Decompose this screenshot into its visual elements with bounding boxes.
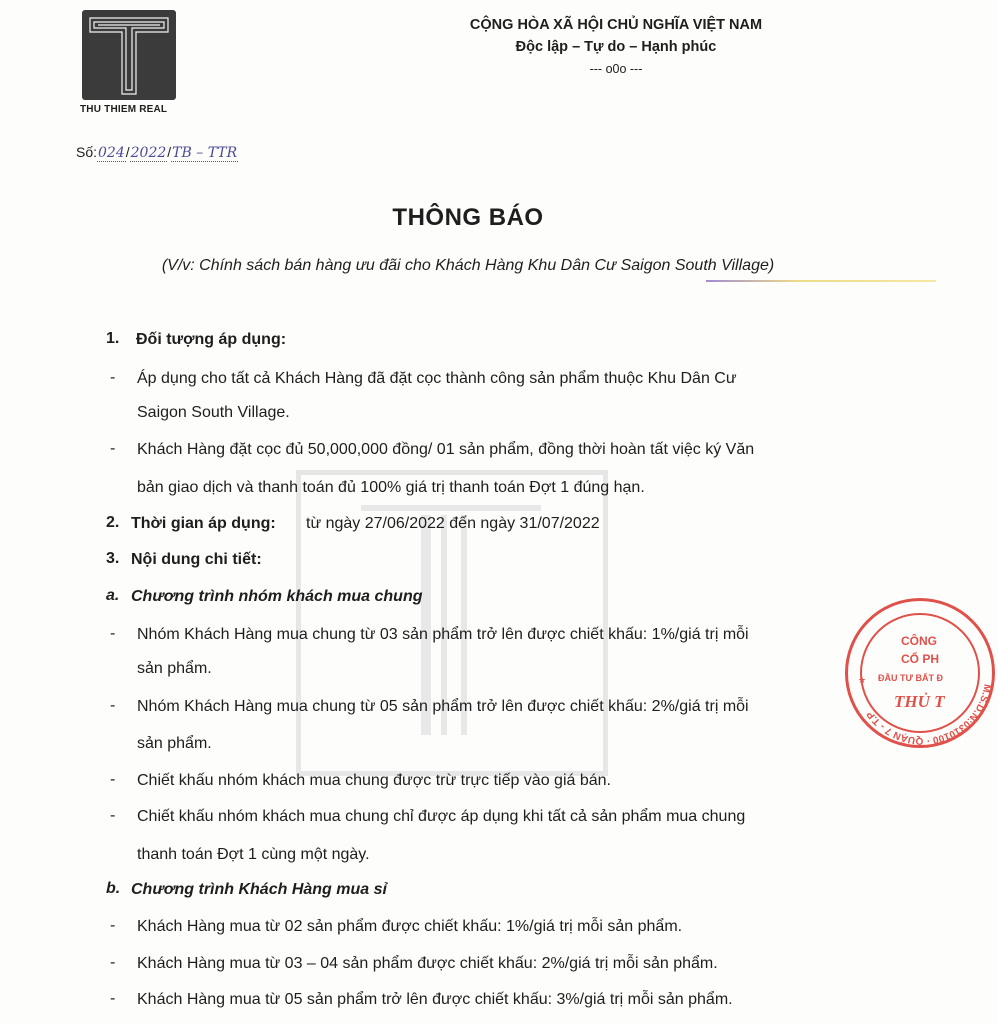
doc-number-label: Số:: [76, 144, 98, 160]
stamp-line-2: CỔ PH: [901, 652, 940, 666]
company-stamp: [845, 598, 995, 748]
section-2-number: 2.: [106, 514, 120, 531]
b-bullet-3-line-1: Khách Hàng mua từ 05 sản phẩm trở lên được chiết khấu: 3%/giá trị mỗi sản phẩm.: [137, 991, 733, 1008]
stamp-line-3: ĐẦU TƯ BẤT Đ: [878, 673, 943, 683]
b-bullet-1-line-1: Khách Hàng mua từ 02 sản phẩm được chiết khấu: 1%/giá trị mỗi sản phẩm.: [137, 918, 683, 935]
bullet-dash: -: [110, 954, 116, 971]
section-3-number: 3.: [106, 550, 120, 567]
section-1-number: 1.: [106, 330, 120, 347]
subsection-a-heading: Chương trình nhóm khách mua chung: [131, 588, 423, 605]
doc-number-slash-1: /: [125, 144, 130, 160]
stamp-star-icon: ★: [858, 675, 867, 685]
subsection-b-heading: Chương trình Khách Hàng mua sỉ: [131, 881, 387, 898]
doc-number-slash-2: /: [167, 144, 172, 160]
a-bullet-2-line-2: sản phẩm.: [137, 735, 212, 752]
bullet-dash: -: [110, 369, 116, 386]
s1-bullet-2-line-1: Khách Hàng đặt cọc đủ 50,000,000 đồng/ 01 sản phẩm, đồng thời hoàn tất việc ký Văn: [137, 441, 755, 458]
page-title: THÔNG BÁO: [392, 204, 544, 231]
a-bullet-4-line-2: thanh toán Đợt 1 cùng một ngày.: [137, 846, 370, 863]
bullet-dash: -: [110, 990, 116, 1007]
subsection-b-label: b.: [106, 880, 121, 897]
bullet-dash: -: [110, 625, 116, 642]
section-2-heading: Thời gian áp dụng:: [131, 515, 276, 532]
section-2-value: từ ngày 27/06/2022 đến ngày 31/07/2022: [306, 515, 600, 532]
country-name: CỘNG HÒA XÃ HỘI CHỦ NGHĨA VIỆT NAM: [469, 17, 763, 33]
s1-bullet-2-line-2: bản giao dịch và thanh toán đủ 100% giá trị thanh toán Đợt 1 đúng hạn.: [137, 479, 645, 496]
a-bullet-1-line-1: Nhóm Khách Hàng mua chung từ 03 sản phẩm trở lên được chiết khấu: 1%/giá trị mỗi: [137, 626, 749, 643]
section-3-heading: Nội dung chi tiết:: [131, 551, 262, 568]
bullet-dash: -: [110, 697, 116, 714]
a-bullet-1-line-2: sản phẩm.: [137, 660, 212, 677]
subsection-a-label: a.: [106, 587, 120, 604]
page-subtitle: (V/v: Chính sách bán hàng ưu đãi cho Khách Hàng Khu Dân Cư Saigon South Village): [161, 257, 775, 274]
s1-bullet-1-line-1: Áp dụng cho tất cả Khách Hàng đã đặt cọc thành công sản phẩm thuộc Khu Dân Cư: [137, 370, 737, 387]
logo-name: THU THIEM REAL: [80, 104, 168, 115]
b-bullet-2-line-1: Khách Hàng mua từ 03 – 04 sản phẩm được chiết khấu: 2%/giá trị mỗi sản phẩm.: [137, 955, 718, 972]
a-bullet-4-line-1: Chiết khấu nhóm khách mua chung chỉ được áp dụng khi tất cả sản phẩm mua chung: [137, 808, 746, 825]
bullet-dash: -: [110, 807, 116, 824]
national-motto: Độc lập – Tự do – Hạnh phúc: [515, 39, 717, 55]
header-separator: --- o0o ---: [589, 62, 643, 76]
doc-number-year: 2022: [130, 145, 167, 161]
stamp-line-1: CÔNG: [901, 634, 937, 648]
s1-bullet-1-line-2: Saigon South Village.: [137, 404, 290, 421]
section-1-heading: Đối tượng áp dụng:: [136, 331, 287, 348]
doc-number-code: TB – TTR: [172, 145, 238, 161]
bullet-dash: -: [110, 917, 116, 934]
bullet-dash: -: [110, 440, 116, 457]
a-bullet-3-line-1: Chiết khấu nhóm khách mua chung được trừ trực tiếp vào giá bán.: [137, 772, 611, 789]
stamp-line-4: THỦ T: [894, 692, 945, 711]
a-bullet-2-line-1: Nhóm Khách Hàng mua chung từ 05 sản phẩm trở lên được chiết khấu: 2%/giá trị mỗi: [137, 698, 749, 715]
stamp-ring-text-icon: [848, 601, 998, 751]
bullet-dash: -: [110, 771, 116, 788]
stamp-ring-text: M.S.D.N:0310100 · QUẬN 7 - T.P: [864, 683, 993, 747]
doc-number-seq: 024: [98, 145, 125, 161]
